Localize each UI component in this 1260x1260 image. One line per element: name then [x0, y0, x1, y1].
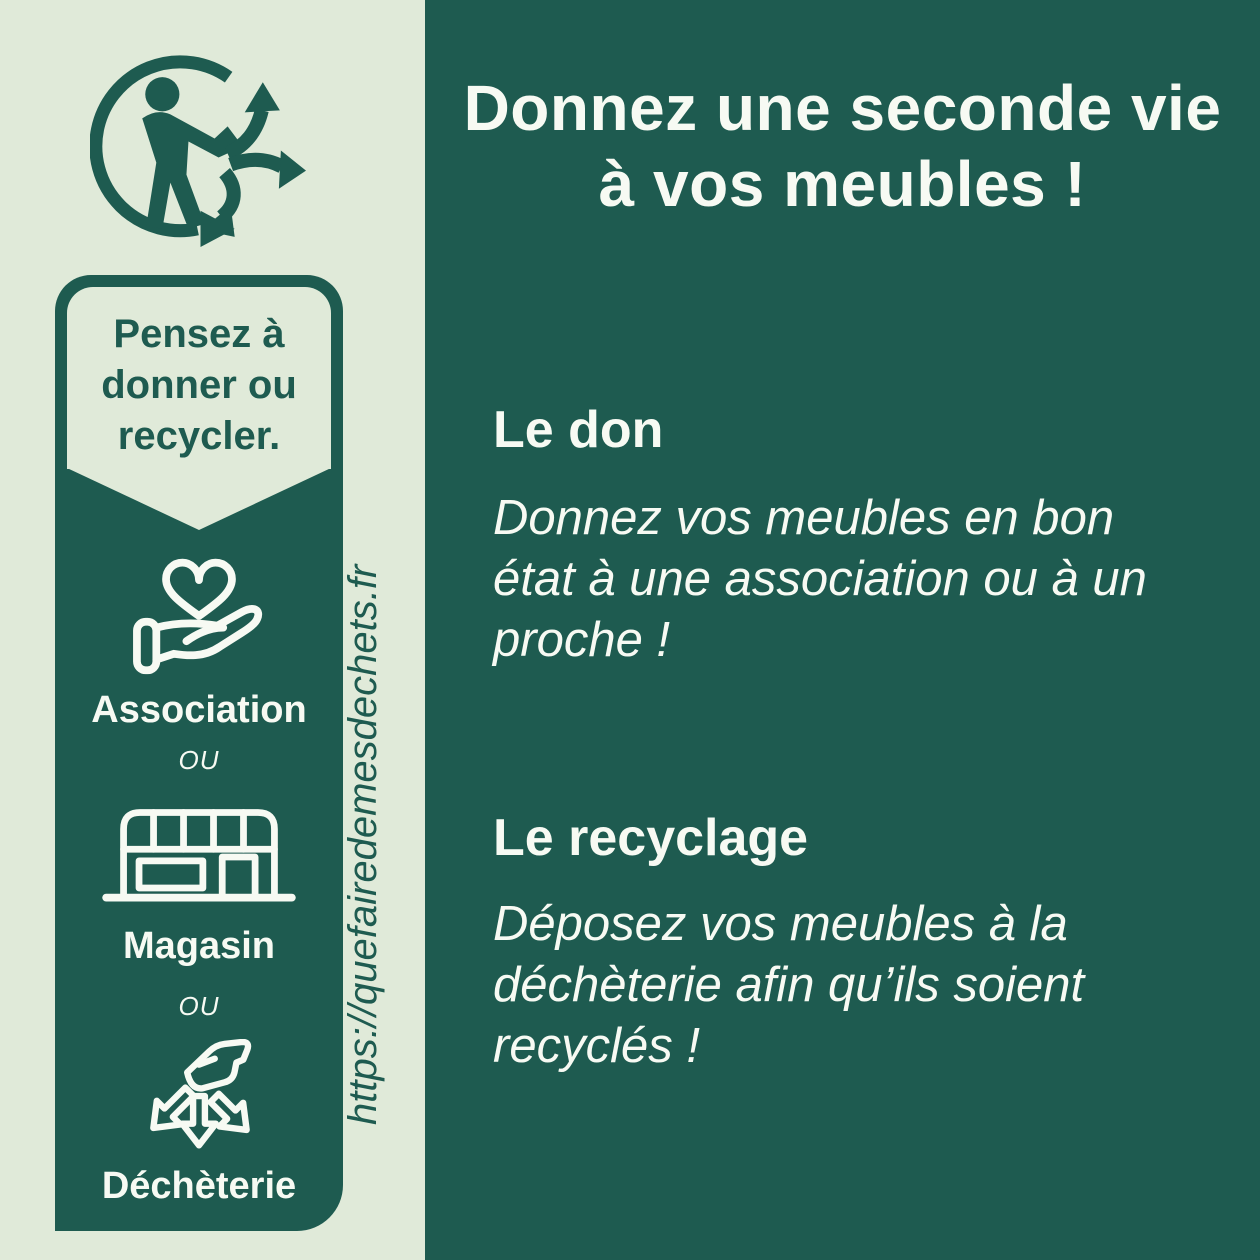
body-line: proche ! [493, 613, 671, 667]
right-panel [425, 0, 1260, 1260]
heart-in-hand-icon [126, 551, 272, 679]
banner-line: Pensez à [113, 312, 285, 356]
banner-line: donner ou [101, 363, 297, 407]
hand-sorting-arrows-icon [137, 1039, 261, 1165]
banner-line: recycler. [117, 414, 281, 458]
destination-label-magasin: Magasin [122, 925, 276, 967]
title-line: à vos meubles ! [598, 148, 1087, 220]
website-url: https://quefairedemesdechets.fr [341, 564, 385, 1125]
storefront-icon [98, 799, 300, 917]
section-heading-recyclage: Le recyclage [493, 809, 809, 867]
body-line: Donnez vos meubles en bon [493, 491, 1115, 545]
body-line: recyclés ! [493, 1019, 700, 1073]
triman-recycling-logo-icon [90, 44, 306, 250]
section-body-recyclage [493, 894, 1233, 1077]
banner-ribbon-point [67, 468, 331, 530]
body-line: Déposez vos meubles à la [493, 897, 1068, 951]
banner-text [67, 309, 331, 462]
separator-ou: OU [178, 991, 220, 1021]
left-panel [55, 275, 343, 1231]
destination-label-association: Association [91, 689, 307, 731]
page-title [425, 70, 1260, 222]
section-heading-don: Le don [493, 401, 664, 459]
banner-ribbon [67, 287, 331, 469]
section-body-don [493, 488, 1233, 671]
title-line: Donnez une seconde vie [463, 72, 1222, 144]
separator-ou: OU [178, 745, 220, 775]
body-line: déchèterie afin qu’ils soient [493, 958, 1085, 1012]
body-line: état à une association ou à un [493, 552, 1147, 606]
destination-label-decheterie: Déchèterie [101, 1165, 297, 1207]
